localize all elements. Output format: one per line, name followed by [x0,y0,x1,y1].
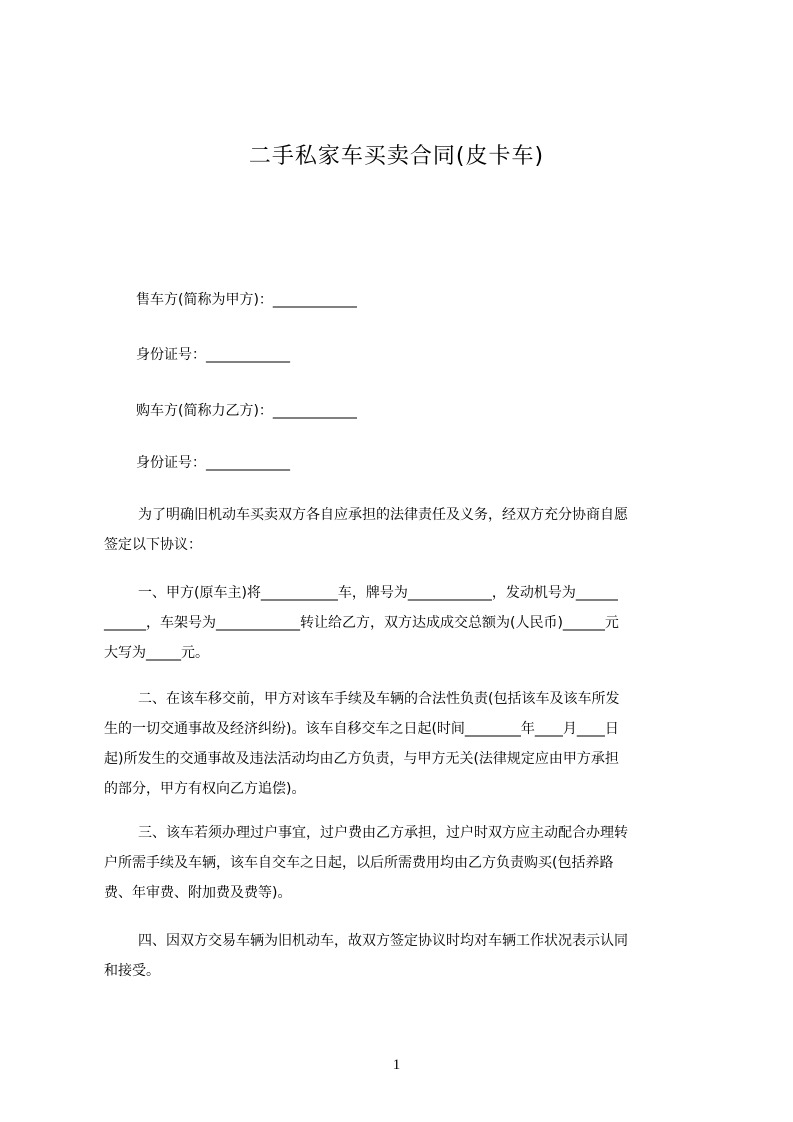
preamble-paragraph [104,500,704,560]
paragraph-line: 二、在该车移交前，甲方对该车手续及车辆的合法性负责(包括该车及该车所发 [138,691,620,707]
paragraph-line: 为了明确旧机动车买卖双方各自应承担的法律责任及义务，经双方充分协商自愿 [138,507,628,523]
paragraph-line: ______，车架号为____________转让给乙方，双方达成成交总额为(人民币)______元 [104,615,619,631]
paragraph-line: 费、年审费、附加费及费等)。 [104,885,292,901]
paragraph-line: 三、该车若须办理过户事宜，过户费由乙方承担，过户时双方应主动配合办理转 [138,825,628,841]
clause-2-paragraph [104,684,704,804]
document-title: 二手私家车买卖合同(皮卡车) [248,144,545,169]
buyer-name-field: 购车方(简称力乙方)：____________ [136,403,357,419]
seller-id-field: 身份证号：____________ [136,347,290,363]
paragraph-line: 四、因双方交易车辆为旧机动车，故双方签定协议时均对车辆工作状况表示认同 [138,933,628,949]
page-number: 1 [392,1057,401,1073]
clause-4-paragraph [104,926,704,986]
paragraph-line: 的部分，甲方有权向乙方追偿)。 [104,781,306,797]
paragraph-line: 大写为_____元。 [104,645,209,661]
paragraph-line: 生的一切交通事故及经济纠纷)。该车自移交车之日起(时间________年____月____日 [104,721,619,737]
paragraph-line: 户所需手续及车辆，该车自交车之日起，以后所需费用均由乙方负责购买(包括养路 [104,855,614,871]
buyer-id-field: 身份证号：____________ [136,455,290,471]
paragraph-line: 和接受。 [104,963,160,979]
seller-name-field: 售车方(简称为甲方)：____________ [136,292,357,308]
paragraph-line: 签定以下协议： [104,537,202,553]
clause-1-paragraph [104,578,704,668]
paragraph-line: 起)所发生的交通事故及违法活动均由乙方负责，与甲方无关(法律规定应由甲方承担 [104,751,619,767]
clause-3-paragraph [104,818,704,908]
paragraph-line: 一、甲方(原车主)将___________车，牌号为____________，发动机号为______ [138,585,618,601]
